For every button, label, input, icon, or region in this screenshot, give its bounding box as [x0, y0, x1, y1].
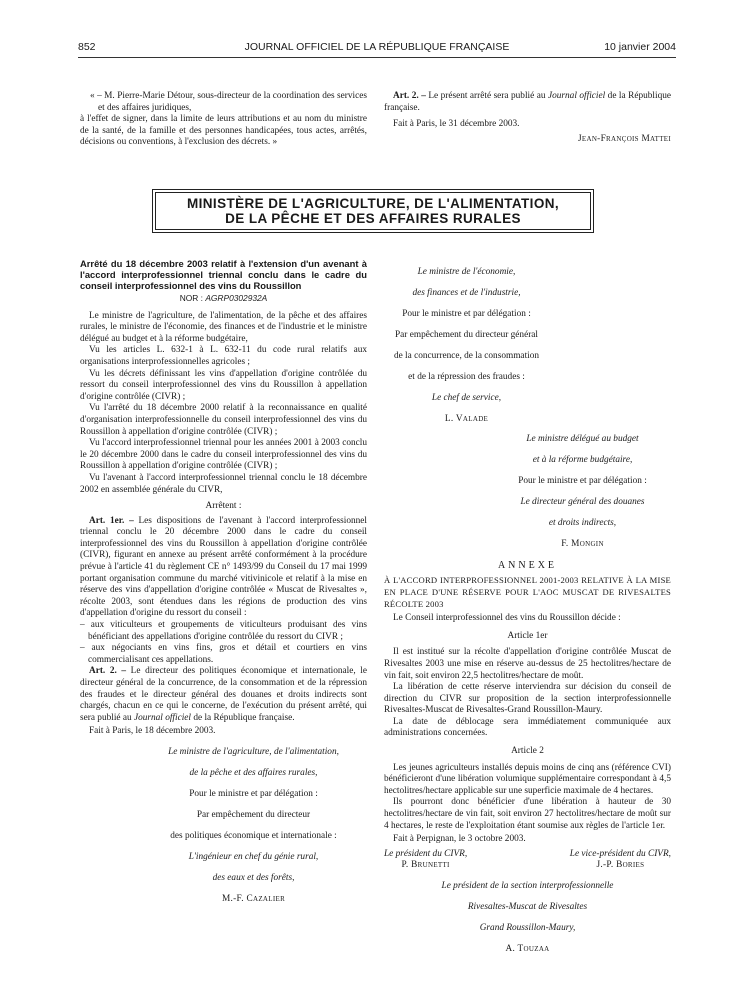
sig-name: F. Mongin: [561, 538, 604, 549]
delegation-paragraph: à l'effet de signer, dans la limite de leurs attributions et au nom du ministre de la santé, de la famille et des personnes handicapées, tous actes, arrêtés, décisions ou conventions, à l'exclusion des décrets. »: [80, 114, 367, 148]
article-2-heading: Article 2: [511, 746, 544, 757]
sig-name: L. Valade: [444, 413, 489, 424]
sig-line: Par empêchement du directeur: [196, 809, 311, 820]
sig-line: et droits indirects,: [548, 517, 617, 528]
annex-article-2-p1: Les jeunes agriculteurs installés depuis moins de cinq ans (référence CVI) bénéficieront d'une libération volumique supplémentaire correspondant à 4,5 hectolitres/hectare applicable sur une superficie maximale de 4 hectares.: [384, 762, 671, 796]
sig-line: des politiques économique et internationale :: [170, 830, 337, 841]
article-2: Art. 2. – Le directeur des politiques économique et internationale, le directeur général de la concurrence, de la consommation et de la répression des fraudes et le directeur général des douanes et droits indirects sont chargés, chacun en ce qui le concerne, de l'exécution du présent arrêté, qui sera publié au Journal officiel de la République française.: [80, 666, 368, 723]
sig-line: de la concurrence, de la consommation: [393, 350, 540, 361]
sig-line: Le directeur général des douanes: [520, 497, 645, 508]
signatory-name: Jean-François Mattei: [577, 133, 671, 144]
page-header: [78, 41, 676, 55]
ministry-heading-box: [152, 189, 594, 233]
article-1-item-1: – aux viticulteurs et groupements de viticulteurs produisant des vins bénéficiant des appellations d'origine contrôlée du ressort du CIVR ;: [80, 620, 367, 642]
visa-3: Vu l'arrêté du 18 décembre 2000 relatif à la reconnaissance en qualité d'organisation interprofessionnelle du conseil interprofessionnel des vins du Roussillon à appellation d'origine contrôlée (CIVR) ;: [80, 403, 367, 437]
annex-article-1-p2: La libération de cette réserve interviendra sur décision du conseil de direction du CIVR sur proposition de la section interprofessionnelle Rivesaltes-Muscat de Rivesaltes-Grand Roussillon-Maury.: [384, 682, 671, 716]
sig-line: Le ministre délégué au budget: [526, 434, 639, 445]
annexe-title: À L'ACCORD INTERPROFESSIONNEL 2001-2003 RELATIVE À LA MISE EN PLACE D'UNE RÉSERVE POUR L'AOC MUSCAT DE RIVESALTES RÉCOLTE 2003: [384, 575, 671, 609]
previous-decree-end: [80, 91, 367, 149]
decree-right-column: [384, 258, 671, 965]
page-number: 852: [78, 41, 96, 53]
signed-place-date: Fait à Perpignan, le 3 octobre 2003.: [393, 834, 526, 845]
sig-line: Grand Roussillon-Maury,: [479, 923, 576, 934]
sig-line: Rivesaltes-Muscat de Rivesaltes: [467, 902, 588, 913]
council-decides: Le Conseil interprofessionnel des vins du Roussillon décide :: [393, 613, 621, 624]
delegation-item: « – M. Pierre-Marie Détour, sous-directeur de la coordination des services et des affaires juridiques,: [90, 91, 367, 113]
vice-president-signature: Le vice-président du CIVR, J.-P. Bories: [569, 848, 671, 871]
sig-name: A. Touzaa: [505, 943, 550, 954]
article-1-heading: Article 1er: [507, 630, 548, 641]
sig-line: de la pêche et des affaires rurales,: [189, 768, 318, 779]
annex-article-2-p2: Ils pourront donc bénéficier d'une libération à hauteur de 30 hectolitres/hectare de vin fait, soit environ 27 hectolitres/hectare de moût sur 4 hectares, le reste de l'exploitation étant soumise aux règles de l'article 1er.: [384, 797, 671, 831]
sig-line: et à la réforme budgétaire,: [532, 455, 633, 466]
sig-line: des eaux et des forêts,: [212, 872, 295, 883]
annex-article-1-p1: Il est institué sur la récolte d'appellation d'origine contrôlée Muscat de Rivesaltes 2003 une mise en réserve au-dessus de 25 hectolitres/hectare de vin fait, soit environ 22,5 hectolitres/hectare de moût.: [384, 647, 671, 681]
header-rule: [78, 57, 676, 58]
visa-4: Vu l'accord interprofessionnel triennal pour les années 2001 à 2003 conclu le 20 décembre 2000 dans le cadre du conseil interprofessionnel des vins du Roussillon à appellation d'origine contrôlée (CIVR) ;: [80, 438, 367, 472]
visa-5: Vu l'avenant à l'accord interprofessionnel triennal conclu le 18 décembre 2002 en assemblée générale du CIVR,: [80, 472, 367, 495]
sig-line: L'ingénieur en chef du génie rural,: [188, 851, 319, 862]
signed-place-date: Fait à Paris, le 18 décembre 2003.: [89, 726, 216, 737]
visa-2: Vu les décrets définissant les vins d'appellation d'origine contrôlée du ressort du conseil interprofessionnel des vins du Roussillon à appellation d'origine contrôlée (CIVR) ;: [80, 368, 367, 402]
preamble: Le ministre de l'agriculture, de l'alimentation, de la pêche et des affaires rurales, le ministre de l'économie, des finances et de l'industrie et le ministre délégué au budget et à la réforme budgétaire,: [80, 310, 367, 344]
sig-line: Pour le ministre et par délégation :: [402, 309, 531, 320]
arretent-heading: Arrêtent :: [205, 501, 242, 512]
publication-article: Art. 2. – Le présent arrêté sera publié au Journal officiel de la République française.: [384, 91, 671, 113]
decree-title: Arrêté du 18 décembre 2003 relatif à l'extension d'un avenant à l'accord interprofessionnel triennal conclu dans le cadre du conseil interprofessionnel des vins du Roussillon: [80, 258, 367, 291]
visa-1: Vu les articles L. 632-1 à L. 632-11 du code rural relatifs aux organisations interprofessionnelles agricoles ;: [80, 345, 367, 367]
sig-line: Le président de la section interprofessionnelle: [441, 881, 614, 892]
signed-place-date: Fait à Paris, le 31 décembre 2003.: [393, 119, 520, 130]
nor-reference: NOR : AGRP0302932A: [179, 293, 268, 303]
article-1-item-2: – aux négociants en vins fins, gros et détail et courtiers en vins commercialisant ces appellations.: [80, 643, 367, 665]
article-1: Art. 1er. – Les dispositions de l'avenant à l'accord interprofessionnel triennal conclu le 20 décembre 2000 dans le cadre du conseil interprofessionnel des vins du Roussillon à appellation d'origine contrôlée (CIVR), figurant en annexe au présent arrêté conformément à la procédure prévue à l'article 41 du règlement CE n° 1493/99 du Conseil du 17 mai 1999 portant organisation commune du marché vitivinicole et relatif à la mise en réserve des vins d'appellation d'origine contrôlée « Muscat de Rivesaltes », récolte 2003, sont étendues dans les régions de production des vins d'appellation d'origine du ressort du conseil :: [80, 515, 368, 619]
issue-date: 10 janvier 2004: [604, 41, 676, 53]
sig-line: et de la répression des fraudes :: [408, 371, 525, 382]
sig-line: Pour le ministre et par délégation :: [518, 476, 647, 487]
section-president-signature: [384, 881, 671, 955]
previous-decree-signature: [384, 91, 671, 145]
journal-title: JOURNAL OFFICIEL DE LA RÉPUBLIQUE FRANÇAISE: [244, 41, 510, 53]
sig-line: Le ministre de l'agriculture, de l'alimentation,: [168, 747, 339, 758]
sig-line: Pour le ministre et par délégation :: [189, 789, 318, 800]
annex-article-1-p3: La date de déblocage sera immédiatement communiquée aux administrations concernées.: [384, 716, 671, 739]
sig-line: des finances et de l'industrie,: [412, 288, 521, 299]
decree-left-column: [80, 258, 367, 914]
sig-line: Le chef de service,: [431, 392, 502, 403]
annexe-heading: ANNEXE: [497, 559, 558, 571]
civr-signatures: [384, 849, 671, 872]
ministry-heading-line-2: DE LA PÊCHE ET DES AFFAIRES RURALES: [225, 211, 521, 226]
sig-name: M.-F. Cazalier: [221, 893, 286, 904]
economy-signature-block: [384, 267, 549, 425]
budget-signature-block: [494, 434, 671, 550]
president-signature: Le président du CIVR, P. Brunetti: [384, 848, 468, 871]
agriculture-signature-block: [80, 747, 367, 905]
sig-line: Le ministre de l'économie,: [417, 267, 516, 278]
ministry-heading-line-1: MINISTÈRE DE L'AGRICULTURE, DE L'ALIMENTATION,: [186, 196, 560, 211]
sig-line: Par empêchement du directeur général: [395, 329, 538, 340]
